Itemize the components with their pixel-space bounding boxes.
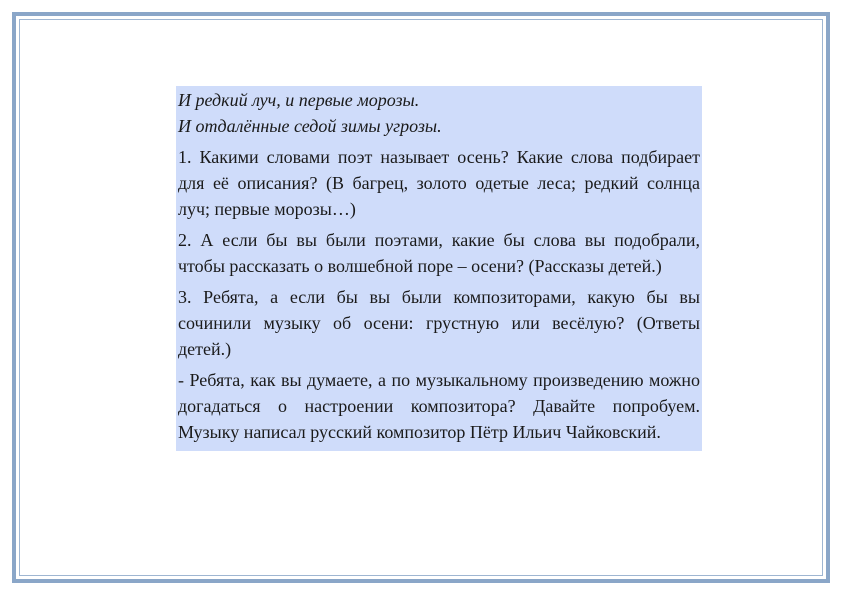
poem-line-2: И отдалённые седой зимы угрозы. [178,116,442,136]
poem-line-1: И редкий луч, и первые морозы. [178,90,420,110]
question-1: 1. Какими словами поэт называет осень? Какие слова подбирает для её описания? (В багрец, золото одетые леса; редкий солнца луч; первые морозы…) [178,147,700,219]
question-3: 3. Ребята, а если бы вы были композиторами, какую бы вы сочинили музыку об осени: грустную или весёлую? (Ответы детей.) [178,287,700,359]
question-2: 2. А если бы вы были поэтами, какие бы слова вы подобрали, чтобы рассказать о волшебной поре – осени? (Рассказы детей.) [178,230,700,276]
closing-remark: - Ребята, как вы думаете, а по музыкальному произведению можно догадаться о настроении композитора? Давайте попробуем. Музыку написал русский композитор Пётр Ильич Чайковский. [178,370,700,442]
lesson-text-block [176,86,702,451]
